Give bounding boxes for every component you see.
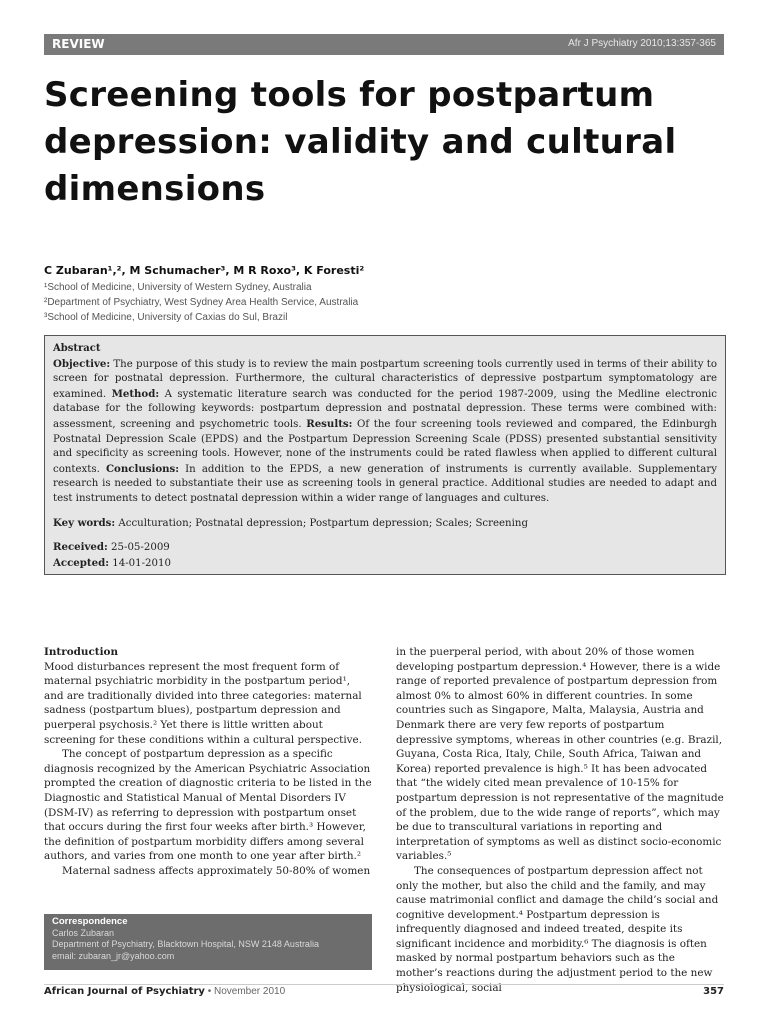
abstract-text bbox=[53, 357, 717, 507]
paragraph: The consequences of postpartum depression affect not only the mother, but also the child and the family, and may cause matrimonial conflict and damage the child’s social and cognitive development.⁴ Postpartum depression is infrequently diagnosed and indeed treated, despite its significant incidence and morbidity.⁶ The diagnosis is often masked by normal postpartum behaviors such as the mother’s reactions during the adjustment period to the new physiological, social bbox=[396, 864, 719, 994]
abstract-heading: Abstract bbox=[53, 343, 101, 354]
conclusions-label: Conclusions: bbox=[105, 462, 180, 475]
left-column bbox=[44, 645, 372, 879]
paragraph: Mood disturbances represent the most frequent form of maternal psychiatric morbidity in the postpartum period¹, and are traditionally divided into three categories: maternal sadness (postpartum blues), postpartum depression and puerperal psychosis.² Yet there is little written about screening for these conditions within a cultural perspective. bbox=[44, 660, 363, 746]
objective-label: Objective: bbox=[53, 357, 111, 370]
correspondence-email: email: zubaran_jr@yahoo.com bbox=[52, 950, 175, 961]
affiliation-2: ²Department of Psychiatry, West Sydney Area Health Service, Australia bbox=[44, 297, 359, 308]
objective-text: The purpose of this study is to review the main postpartum screening tools currently used in terms of their ability to screen for postnatal depression. Furthermore, the cultural characteristics of depressive postpartum symptomatology are examined. bbox=[53, 358, 717, 400]
section-label: REVIEW bbox=[52, 37, 105, 51]
paragraph: in the puerperal period, with about 20% of those women developing postpartum depression.⁴ However, there is a wide range of reported prevalence of postpartum depression from almost 0% to almost 60% in different countries. In some countries such as Singapore, Malta, Malaysia, Austria and Denmark there are very few reports of postpartum depressive symptoms, whereas in other countries (e.g. Brazil, Guyana, Costa Rica, Italy, Chile, South Africa, Taiwan and Korea) reported prevalence is high.⁵ It has been advocated that “the widely cited mean prevalence of 10-15% for postpartum depression is not representative of the magnitude of the problem, due to the wide range of reports”, which may be due to transcultural variations in reporting and interpretation of symptoms as well as distinct socio-economic variables.⁵ bbox=[396, 646, 724, 863]
keywords-line bbox=[53, 516, 717, 532]
correspondence-box bbox=[44, 914, 372, 970]
paragraph: Maternal sadness affects approximately 50-80% of women bbox=[62, 864, 371, 877]
journal-citation: Afr J Psychiatry 2010;13:357-365 bbox=[568, 38, 716, 49]
keywords-label: Key words: bbox=[53, 516, 116, 529]
keywords-text: Acculturation; Postnatal depression; Postpartum depression; Scales; Screening bbox=[118, 517, 528, 529]
right-column bbox=[396, 645, 724, 995]
method-label: Method: bbox=[111, 387, 160, 400]
introduction-heading: Introduction bbox=[44, 646, 118, 658]
accepted-date: 14-01-2010 bbox=[112, 557, 171, 569]
affiliations bbox=[44, 280, 358, 325]
method-text: A systematic literature search was conducted for the period 1987-2009, using the Medline electronic database for the following keywords: postpartum depression and postnatal depression. These terms were combined with: assessment, screening and psychometric tools. bbox=[53, 388, 717, 430]
article-title: Screening tools for postpartum depression: validity and cultural dimensions bbox=[44, 75, 677, 209]
paragraph: The concept of postpartum depression as a specific diagnosis recognized by the American Psychiatric Association prompted the creation of diagnostic criteria to be listed in the Diagnostic and Statistical Manual of Mental Disorders IV (DSM-IV) as referring to depression with postpartum onset that occurs during the first four weeks after birth.³ However, the definition of postpartum morbidity differs among several authors, and varies from one month to one year after birth.² bbox=[44, 748, 372, 863]
affiliation-3: ³School of Medicine, University of Caxias do Sul, Brazil bbox=[44, 312, 288, 323]
page-number: 357 bbox=[703, 986, 724, 997]
correspondence-address: Department of Psychiatry, Blacktown Hospital, NSW 2148 Australia bbox=[52, 939, 319, 949]
dates-block bbox=[53, 540, 717, 571]
accepted-label: Accepted: bbox=[53, 556, 109, 569]
correspondence-heading: Correspondence bbox=[52, 916, 128, 927]
correspondence-name: Carlos Zubaran bbox=[52, 927, 115, 938]
results-text: Of the four screening tools reviewed and compared, the Edinburgh Postnatal Depression Scale (EPDS) and the Postpartum Depression Screening Scale (PDSS) presented substantial sensitivity and specificity as screening tools. However, none of the instruments could be rated flawless when applied to different cultural contexts. bbox=[53, 418, 717, 475]
author-list: C Zubaran¹,², M Schumacher³, M R Roxo³, K Foresti² bbox=[44, 264, 365, 277]
journal-name: African Journal of Psychiatry bbox=[44, 986, 205, 997]
results-label: Results: bbox=[306, 417, 353, 430]
header-bar bbox=[44, 34, 724, 55]
page-footer bbox=[44, 984, 724, 997]
received-date: 25-05-2009 bbox=[111, 542, 170, 554]
received-line bbox=[53, 540, 717, 556]
issue-date: November 2010 bbox=[214, 986, 286, 997]
accepted-line bbox=[53, 556, 717, 572]
received-label: Received: bbox=[53, 541, 108, 554]
footer-separator: • bbox=[204, 986, 214, 997]
conclusions-text: In addition to the EPDS, a new generation of instruments is currently available. Supplementary research is needed to substantiate their use as screening tools in general practice. Additional studies are needed to adapt and test instruments to detect postnatal depression within a wider range of languages and cultures. bbox=[53, 463, 717, 504]
affiliation-1: ¹School of Medicine, University of Western Sydney, Australia bbox=[44, 282, 312, 293]
abstract-box bbox=[44, 335, 726, 575]
